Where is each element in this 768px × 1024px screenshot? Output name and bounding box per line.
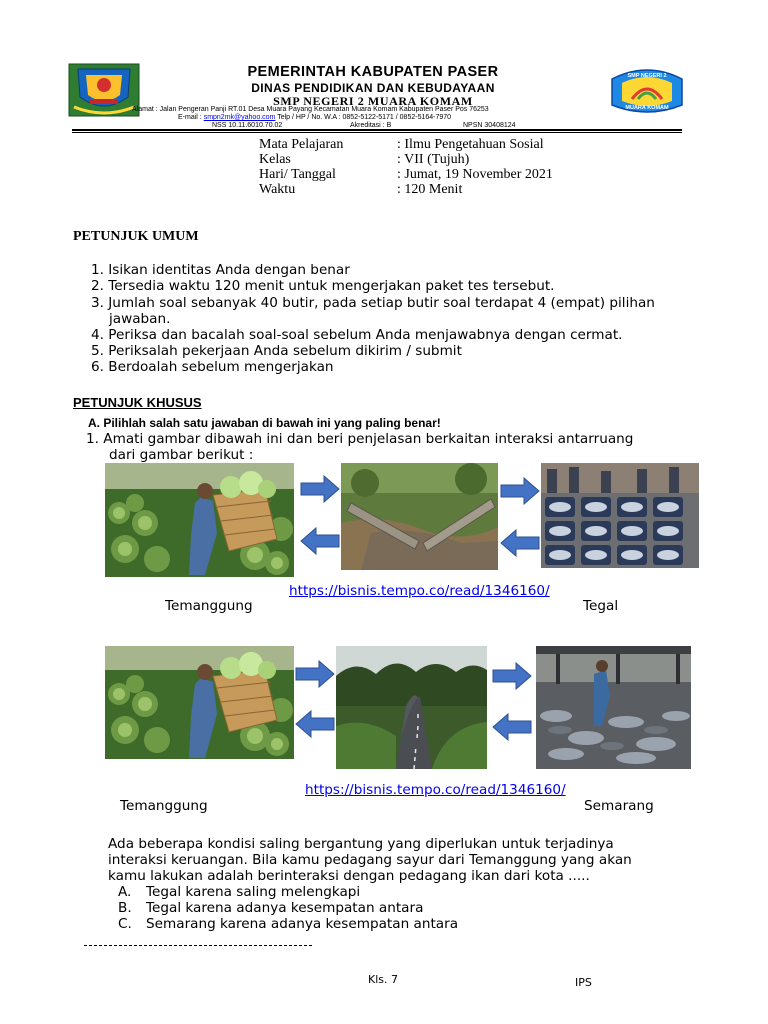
option-c-letter: C. bbox=[118, 916, 132, 932]
question-text-line2: interaksi keruangan. Bila kamu pedagang sayur dari Temanggung yang akan bbox=[108, 852, 632, 868]
road-photo bbox=[336, 646, 487, 769]
list-item: 1. Isikan identitas Anda dengan benar bbox=[91, 262, 350, 278]
question-1-line1: 1. Amati gambar dibawah ini dan beri penjelasan berkaitan interaksi antarruang bbox=[86, 431, 634, 447]
letterhead-akreditasi: Akreditasi : B bbox=[350, 122, 392, 129]
letterhead-contact bbox=[178, 114, 451, 121]
arrow-left-3 bbox=[295, 710, 335, 742]
arrow-right-2 bbox=[500, 477, 540, 509]
source-link-1[interactable]: https://bisnis.tempo.co/read/1346160/ bbox=[289, 583, 550, 599]
meta-label-subject: Mata Pelajaran bbox=[259, 137, 344, 152]
phone-numbers: Telp / HP / No. W.A : 0852-5122-5171 / 0852-5164-7970 bbox=[277, 114, 452, 121]
letterhead-rule-thin bbox=[72, 132, 682, 133]
letterhead-rule-thick bbox=[72, 129, 682, 131]
list-item: 6. Berdoalah sebelum mengerjakan bbox=[91, 359, 334, 375]
meta-value-class: : VII (Tujuh) bbox=[397, 152, 470, 167]
section-a-instruction: A. Pilihlah salah satu jawaban di bawah ini yang paling benar! bbox=[88, 416, 441, 430]
email-link[interactable]: smpn2mk@yahoo.com bbox=[203, 114, 276, 121]
fish-market-photo-1 bbox=[541, 463, 699, 568]
footer-divider bbox=[84, 945, 312, 946]
letterhead-line3: SMP NEGERI 2 MUARA KOMAM bbox=[273, 94, 473, 108]
email-label: E-mail : bbox=[178, 114, 202, 121]
letterhead-address: Alamat : Jalan Pengeran Panji RT.01 Desa Muara Payang Kecamatan Muara Komam Kabupaten Paser Pos 76253 bbox=[132, 106, 489, 113]
meta-value-subject: : Ilmu Pengetahuan Sosial bbox=[397, 137, 544, 152]
list-item: 4. Periksa dan bacalah soal-soal sebelum Anda menjawabnya dengan cermat. bbox=[91, 327, 623, 343]
petunjuk-khusus-title: PETUNJUK KHUSUS bbox=[73, 395, 202, 410]
letterhead-npsn: NPSN 30408124 bbox=[463, 122, 516, 129]
meta-value-time: : 120 Menit bbox=[397, 182, 463, 197]
arrow-right-4 bbox=[492, 662, 532, 694]
footer-class: Kls. 7 bbox=[368, 973, 398, 986]
smpn2-logo-top-text: SMP NEGERI 2 bbox=[627, 73, 667, 79]
petunjuk-umum-title: PETUNJUK UMUM bbox=[73, 229, 199, 244]
letterhead-line2: DINAS PENDIDIKAN DAN KEBUDAYAAN bbox=[251, 81, 495, 95]
meta-label-class: Kelas bbox=[259, 152, 291, 167]
list-item: 5. Periksalah pekerjaan Anda sebelum dikirim / submit bbox=[91, 343, 462, 359]
meta-label-date: Hari/ Tanggal bbox=[259, 167, 336, 182]
arrow-left-2 bbox=[500, 529, 540, 561]
option-b-letter: B. bbox=[118, 900, 132, 916]
city-label-temanggung-1: Temanggung bbox=[165, 598, 253, 614]
option-c-text: Semarang karena adanya kesempatan antara bbox=[146, 916, 459, 932]
question-text-line3: kamu lakukan adalah berinteraksi dengan pedagang ikan dari kota ..... bbox=[108, 868, 590, 884]
cabbage-farmer-photo-2 bbox=[105, 646, 294, 759]
arrow-right-1 bbox=[300, 475, 340, 507]
cabbage-farmer-photo bbox=[105, 463, 294, 577]
footer-subject: IPS bbox=[575, 976, 592, 989]
city-label-tegal: Tegal bbox=[583, 598, 619, 614]
letterhead-nss: NSS 10.11.6010.70.02 bbox=[212, 122, 283, 129]
city-label-semarang: Semarang bbox=[584, 798, 654, 814]
city-label-temanggung-2: Temanggung bbox=[120, 798, 208, 814]
arrow-left-4 bbox=[492, 713, 532, 745]
fish-market-photo-2 bbox=[536, 646, 691, 769]
option-a-text: Tegal karena saling melengkapi bbox=[146, 884, 361, 900]
arrow-right-3 bbox=[295, 660, 335, 692]
source-link-2[interactable]: https://bisnis.tempo.co/read/1346160/ bbox=[305, 782, 566, 798]
option-b-text: Tegal karena adanya kesempatan antara bbox=[146, 900, 424, 916]
question-1-line2: dari gambar berikut : bbox=[109, 447, 254, 463]
meta-value-date: : Jumat, 19 November 2021 bbox=[397, 167, 553, 182]
arrow-left-1 bbox=[300, 527, 340, 559]
broken-bridge-photo bbox=[341, 463, 498, 570]
smpn2-logo-bottom-text: MUARA KOMAM bbox=[625, 105, 669, 111]
question-text-line1: Ada beberapa kondisi saling bergantung yang diperlukan untuk terjadinya bbox=[108, 836, 614, 852]
letterhead-line1: PEMERINTAH KABUPATEN PASER bbox=[247, 64, 499, 80]
smpn2-logo bbox=[608, 65, 686, 115]
list-item-continuation: jawaban. bbox=[109, 311, 171, 327]
list-item: 2. Tersedia waktu 120 menit untuk mengerjakan paket tes tersebut. bbox=[91, 278, 555, 294]
list-item: 3. Jumlah soal sebanyak 40 butir, pada setiap butir soal terdapat 4 (empat) pilihan bbox=[91, 295, 655, 311]
kabupaten-paser-logo bbox=[68, 63, 140, 117]
meta-label-time: Waktu bbox=[259, 182, 296, 197]
option-a-letter: A. bbox=[118, 884, 132, 900]
